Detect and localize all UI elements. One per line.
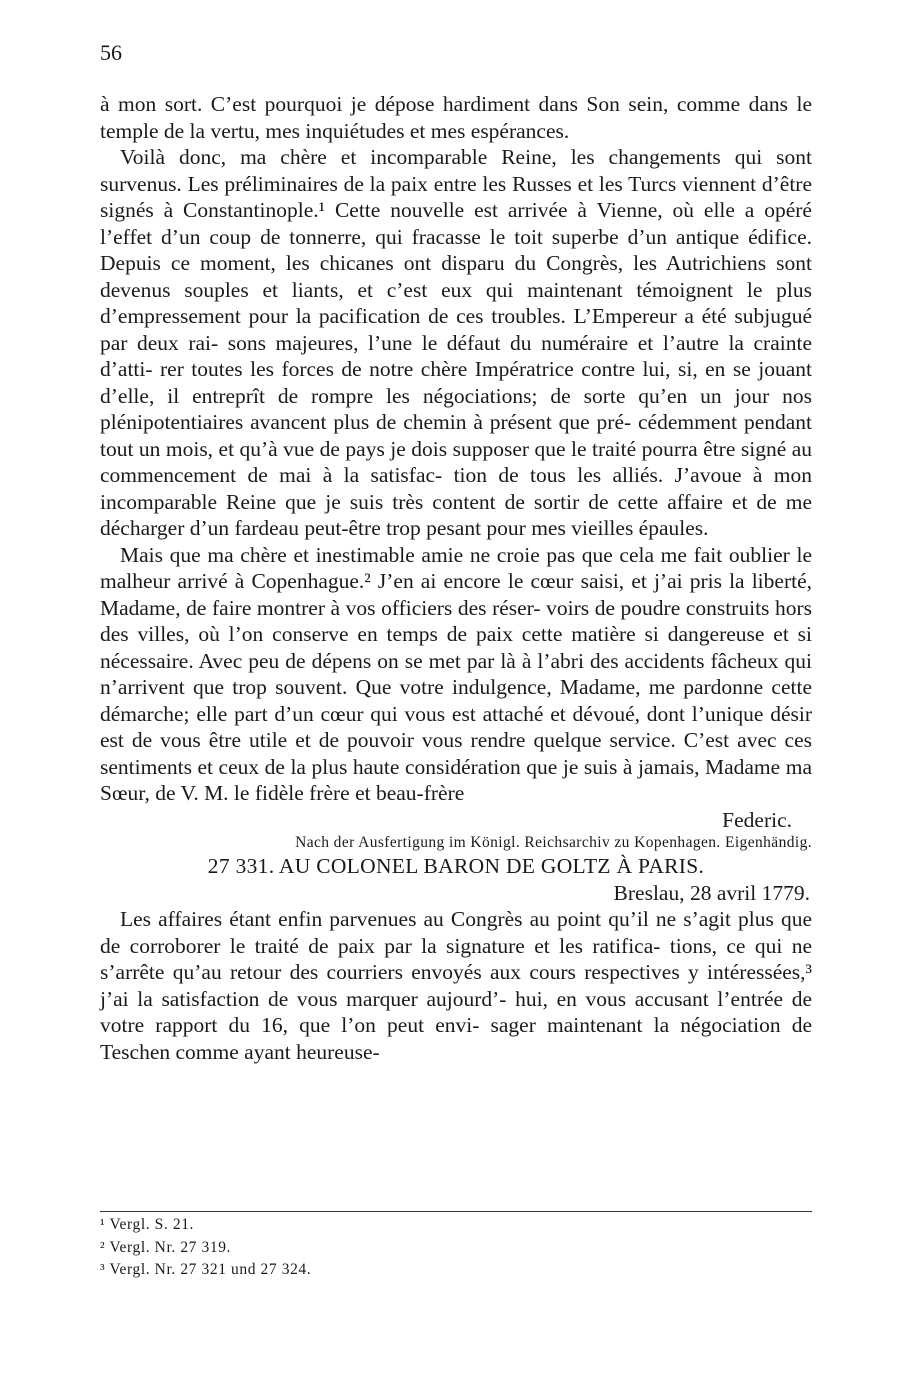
paragraph-2 (100, 144, 812, 542)
text-line: oublier le malheur arrivé à Copenhague.² J’en ai encore le cœur saisi, (100, 542, 812, 593)
paragraph-1 (100, 91, 812, 144)
text-line: toit superbe d’un antique édifice. Depuis ce moment, les chicanes ont (100, 224, 812, 275)
footnote-1: ¹ Vergl. S. 21. (100, 1216, 195, 1233)
text-line: dans le temple de la vertu, mes inquiétudes et mes espérances. (100, 92, 813, 143)
letter-heading: 27 331. AU COLONEL BARON DE GOLTZ À PARIS. (207, 854, 705, 878)
source-note: Nach der Ausfertigung im Königl. Reichsarchiv zu Kopenhagen. Eigenhändig. (295, 834, 812, 851)
text-line: survenus. Les préliminaires de la paix entre les Russes et les Turcs (100, 171, 677, 196)
text-line: tions, ce qui ne s’arrête qu’au retour des courriers envoyés aux cours (100, 933, 812, 984)
text-line: pacification de ces troubles. L’Empereur a été subjugué par deux rai- (100, 304, 812, 355)
footnote-3: ³ Vergl. Nr. 27 321 und 27 324. (100, 1261, 312, 1278)
text-line: à mon sort. C’est pourquoi je dépose hardiment dans Son sein, comme (100, 92, 741, 116)
text-line: tion de tous les alliés. J’avoue à mon incomparable Reine que je suis (100, 463, 813, 514)
text-line: jour nos plénipotentiaires avancent plus de chemin à présent que pré- (100, 383, 813, 434)
text-line: avec ces sentiments et ceux de la plus haute considération que je suis (100, 728, 813, 779)
text-line: voirs de poudre construits hors des villes, où l’on conserve en temps de (100, 595, 812, 646)
text-line: viennent d’être signés à Constantinople.¹ Cette nouvelle est arrivée à (100, 171, 813, 222)
text-line: cédemment pendant tout un mois, et qu’à vue de pays je dois supposer (100, 410, 813, 461)
text-line: disparu du Congrès, les Autrichiens sont devenus souples et liants, et (100, 251, 813, 302)
place-date: Breslau, 28 avril 1779. (613, 880, 810, 905)
text-line: à jamais, Madame ma Sœur, de V. M. le fidèle frère et beau-frère (100, 754, 812, 805)
paragraph-4 (100, 906, 812, 1065)
text-line: c’est eux qui maintenant témoignent le plus d’empressement pour la (100, 277, 812, 328)
text-line: jouant d’elle, il entreprît de rompre les négociations; de sorte qu’en un (100, 357, 812, 408)
text-line: rer toutes les forces de notre chère Impératrice contre lui, si, en se (160, 357, 751, 381)
main-text (100, 91, 812, 1065)
text-line: très content de sortir de cette affaire et de me décharger d’un fardeau (100, 489, 813, 540)
text-line: hui, en vous accusant l’entrée de votre rapport du 16, que l’on peut envi- (100, 986, 812, 1037)
footnotes (100, 1214, 812, 1282)
text-line: souvent. Que votre indulgence, Madame, me pardonne cette démarche; (100, 675, 812, 726)
text-line: peut-être trop pesant pour mes vieilles épaules. (304, 516, 709, 540)
text-line: sons majeures, l’une le défaut du numéraire et l’autre la crainte d’atti- (100, 330, 812, 381)
text-line: elle part d’un cœur qui vous est attaché et dévoué, dont l’unique désir (196, 701, 812, 726)
footnote-2: ² Vergl. Nr. 27 319. (100, 1238, 232, 1256)
text-line: et j’ai pris la liberté, Madame, de faire montrer à vos officiers des réser- (100, 569, 813, 620)
text-line: on se met par là à l’abri des accidents fâcheux qui n’arrivent que trop (100, 648, 813, 699)
text-line: Les affaires étant enfin parvenues au Congrès au point qu’il ne s’agit (120, 907, 731, 931)
text-line: plus que de corroborer le traité de paix par la signature et les ratifica- (100, 907, 812, 958)
text-line: sager maintenant la négociation de Teschen comme ayant heureuse- (100, 1013, 812, 1064)
text-line: respectives y intéressées,³ j’ai la satisfaction de vous marquer aujourd’- (100, 960, 812, 1011)
text-line: Voilà donc, ma chère et incomparable Reine, les changements qui sont (120, 145, 812, 169)
signature: Federic. (722, 807, 792, 832)
footnote-rule (100, 1211, 812, 1212)
text-line: Vienne, où elle a opéré l’effet d’un coup de tonnerre, qui fracasse le (100, 198, 812, 249)
text-line: Mais que ma chère et inestimable amie ne croie pas que cela me fait (120, 542, 723, 567)
text-line: paix cette matière si dangereuse et si nécessaire. Avec peu de dépens (100, 622, 812, 673)
page-number: 56 (100, 40, 122, 65)
text-line: est de vous être utile et de pouvoir vous rendre quelque service. C’est (100, 728, 730, 752)
paragraph-3 (100, 542, 812, 807)
text-line: que le traité pourra être signé au commencement de mai à la satisfac- (100, 436, 812, 487)
